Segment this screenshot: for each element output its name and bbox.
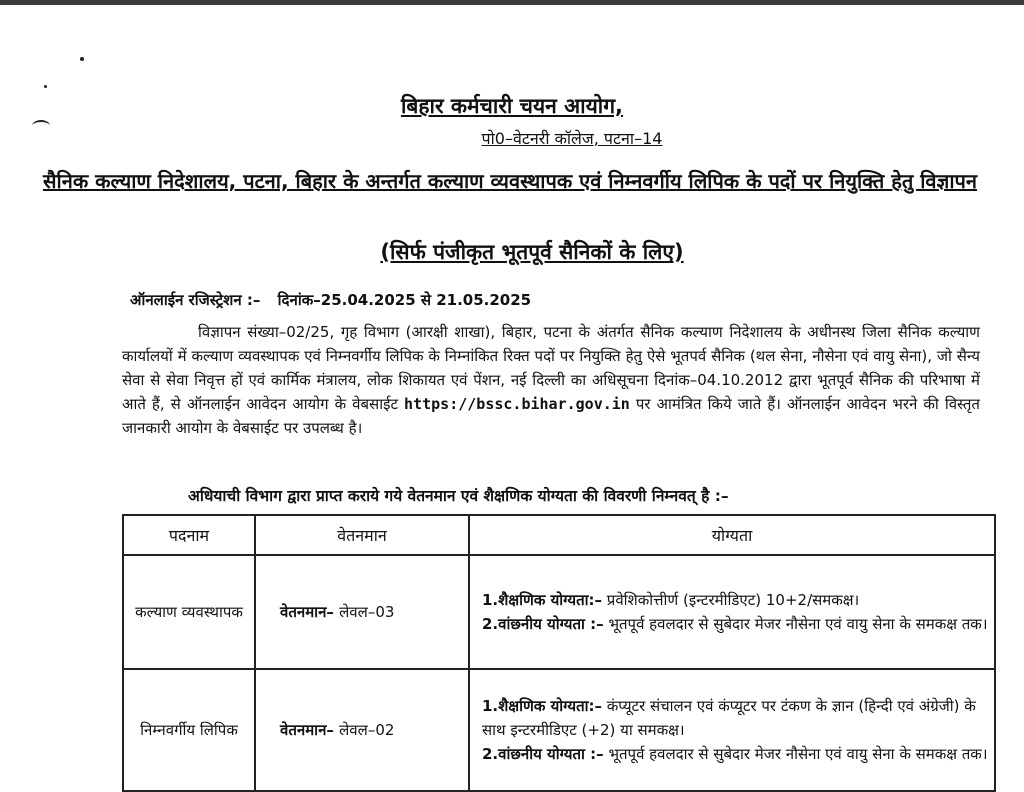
table-row [123,555,995,669]
qualification-cell [469,555,995,669]
top-edge-bar [0,0,1024,5]
qualification-text: प्रवेशिकोत्तीर्ण (इन्टरमीडिएट) 10+2/समकक्ष। [606,591,860,609]
qualification-text: भूतपूर्व हवलदार से सुबेदार मेजर नौसेना एवं वायु सेना के समकक्ष तक। [608,615,988,633]
pay-label: वेतनमान– [280,721,334,739]
advertisement-paragraph [122,320,980,440]
qualification-educational [482,694,994,742]
qualification-desirable [482,612,994,636]
advertisement-subtitle: (सिर्फ पंजीकृत भूतपूर्व सैनिकों के लिए) [380,240,684,264]
organization-address: पो0–वेटनरी कॉलेज, पटना–14 [481,129,663,148]
qualification-text: कंप्यूटर संचालन एवं कंप्यूटर पर टंकण के ज्ञान (हिन्दी एवं अंग्रेजी) के साथ इन्टरमीडिएट (+2) या समकक्ष। [482,697,976,739]
posts-table [122,514,996,792]
table-row [123,669,995,791]
pay-scale [255,669,469,791]
paragraph-start: विज्ञापन संख्या–02/25, गृह विभाग (आरक्षी शाखा), बिहार, पटना के अंतर्गत सैनिक कल्याण निदेशालय के अधीनस्थ जिला सैनिक कल्याण कार्यालयों में कल्याण व्यवस्थापक एवं निम्नवर्गीय लिपिक के निम्नांकित रिक्त पदों पर नियुक्ति हेतु ऐसे भूतपर्व सैनिक (थल सेना, नौसेना एवं वायु सेना), जो सैन्य सेवा से सेवा निवृत्त हों एवं कार्मिक मंत्रालय, लोक शिकायत एवं पेंशन, नई दिल्ली का अधिसूचना दिनांक–04.10.2012 द्वारा भूतपूर्व सैनिक की परिभाषा में आते हैं, से ऑनलाईन आवेदन आयोग के वेबसाईट [122,323,980,413]
qualification-label: 2.वांछनीय योग्यता :– [482,615,604,633]
qualification-educational [482,588,994,612]
header-pay: वेतनमान [255,515,469,555]
pay-label: वेतनमान– [280,603,334,621]
qualification-label: 1.शैक्षणिक योग्यता:– [482,591,602,609]
qualification-desirable [482,742,994,766]
pay-scale [255,555,469,669]
paragraph-end: पर आमंत्रित किये जाते हैं। ऑनलाईन आवेदन भरने की विस्तृत जानकारी आयोग के वेबसाईट पर उपलब्ध है। [122,395,980,437]
header-post: पदनाम [123,515,255,555]
scan-speck [44,85,47,88]
header-qualification: योग्यता [469,515,995,555]
qualification-cell [469,669,995,791]
qualification-label: 1.शैक्षणिक योग्यता:– [482,697,602,715]
post-name: निम्नवर्गीय लिपिक [123,669,255,791]
table-intro: अधियाची विभाग द्वारा प्राप्त कराये गये वेतनमान एवं शैक्षणिक योग्यता की विवरणी निम्नवत् है :– [188,487,729,505]
qualification-text: भूतपूर्व हवलदार से सुबेदार मेजर नौसेना एवं वायु सेना के समकक्ष तक। [608,745,988,763]
pay-level: लेवल–03 [339,603,395,621]
advertisement-title: सैनिक कल्याण निदेशालय, पटना, बिहार के अन्तर्गत कल्याण व्यवस्थापक एवं निम्नवर्गीय लिपिक के पदों पर नियुक्ति हेतु विज्ञापन [43,169,977,193]
website-link[interactable]: https://bssc.bihar.gov.in [404,395,630,413]
scan-mark [32,120,50,132]
registration-dates: दिनांक–25.04.2025 से 21.05.2025 [277,291,532,309]
pay-level: लेवल–02 [339,721,395,739]
post-name: कल्याण व्यवस्थापक [123,555,255,669]
registration-line [130,290,543,310]
scan-speck [80,57,84,61]
table-header-row [123,515,995,555]
organization-name: बिहार कर्मचारी चयन आयोग, [400,94,624,118]
qualification-label: 2.वांछनीय योग्यता :– [482,745,604,763]
registration-label: ऑनलाईन रजिस्ट्रेशन :– [130,291,261,309]
